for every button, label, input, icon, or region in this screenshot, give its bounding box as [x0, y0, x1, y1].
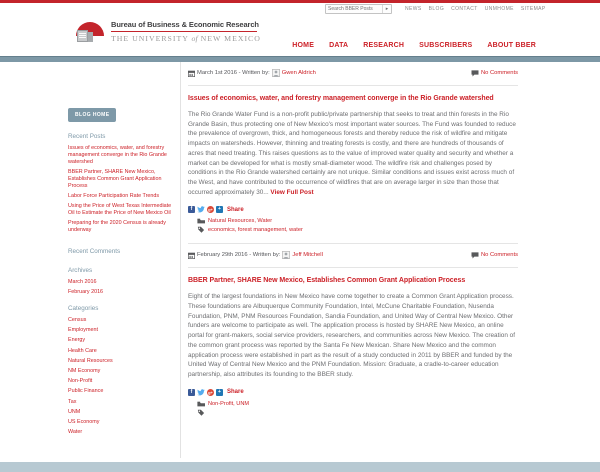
topnav-unmhome[interactable]: UNMHOME: [484, 6, 514, 12]
post-tags-row: [197, 226, 518, 233]
org-underline: [111, 31, 257, 32]
comments-link[interactable]: No Comments: [480, 252, 518, 259]
main-nav: [292, 42, 536, 49]
utility-bar: [325, 3, 546, 15]
share-plus-icon[interactable]: +: [216, 389, 223, 396]
topnav-sitemap[interactable]: SITEMAP: [520, 6, 546, 12]
site-logo[interactable]: [74, 20, 261, 46]
twitter-icon[interactable]: [197, 389, 205, 396]
post-tags-row: [197, 409, 518, 416]
post-meta-right: [471, 70, 518, 77]
post-meta-left: [188, 251, 323, 259]
topnav-blog[interactable]: BLOG: [428, 6, 445, 12]
recent-comments-heading: Recent Comments: [68, 248, 121, 255]
category-link[interactable]: Non-Profit: [68, 378, 93, 385]
category-link[interactable]: Tax: [68, 398, 77, 405]
nav-subscribers[interactable]: SUBSCRIBERS: [419, 42, 473, 49]
recent-post-link[interactable]: Using the Price of West Texas Intermediate Oil to Estimate the Price of New Mexico Oil: [68, 203, 172, 216]
category-link[interactable]: Health Care: [68, 347, 97, 354]
logo-wordmark: [111, 20, 261, 43]
recent-post-link[interactable]: Labor Force Participation Rate Trends: [68, 193, 160, 199]
content-divider: [180, 62, 181, 458]
post-separator: [188, 243, 518, 244]
recent-post-link[interactable]: Preparing for the 2020 Census is already underway: [68, 220, 166, 233]
calendar-icon: [188, 252, 195, 259]
category-link[interactable]: NM Economy: [68, 367, 101, 374]
search-submit-button[interactable]: ▸: [382, 5, 391, 13]
share-row: [188, 389, 518, 396]
university-wordmark: [111, 34, 261, 43]
blog-posts: [188, 62, 518, 416]
nav-data[interactable]: DATA: [329, 42, 349, 49]
blog-post: [188, 69, 518, 233]
bber-logo-icon: [74, 20, 106, 46]
blog-post: [188, 251, 518, 415]
category-link[interactable]: UNM: [68, 408, 81, 415]
comments-link[interactable]: No Comments: [480, 70, 518, 76]
university-of: of: [191, 34, 198, 43]
meta-divider: [188, 85, 518, 86]
post-tags-link[interactable]: economics, forest management, water: [208, 226, 303, 233]
category-link[interactable]: Employment: [68, 327, 98, 334]
logo-building-side-shape: [88, 32, 93, 42]
nav-about-bber[interactable]: ABOUT BBER: [487, 42, 536, 49]
categories-heading: Categories: [68, 305, 99, 312]
folder-icon: [197, 401, 205, 407]
post-date: February 29th 2016 - Written by:: [197, 252, 281, 259]
post-meta-right: [471, 252, 518, 259]
share-plus-icon[interactable]: +: [216, 206, 223, 213]
nav-home[interactable]: HOME: [292, 42, 315, 49]
post-body: [188, 292, 518, 379]
category-link[interactable]: Census: [68, 317, 87, 323]
post-date: March 1st 2016 - Written by:: [197, 70, 270, 76]
facebook-icon[interactable]: f: [188, 389, 195, 396]
tag-icon: [197, 226, 205, 233]
topnav-contact[interactable]: CONTACT: [451, 6, 478, 12]
category-link[interactable]: Natural Resources: [68, 357, 113, 364]
post-meta: [188, 69, 518, 77]
category-link[interactable]: Public Finance: [68, 388, 104, 395]
recent-post-link[interactable]: BBER Partner, SHARE New Mexico, Establishes Common Grant Application Process: [68, 169, 162, 189]
logo-windows-shape: [79, 33, 86, 38]
post-excerpt: Eight of the largest foundations in New Mexico have come together to create a Common Grant Application process. These foundations are Albuquerque Community Foundation, Intel, McCune Charitable Foundation, Nusenda Foundation, PNM, PNM Resources Foundation, Sandia Foundation, and United Way of Central New Mexico. Other funders are welcome to participate as well. The application process is hosted by SHARE New Mexico, an online portal for grant-makers, social service providers, researchers, and communities across New Mexico. The creation of the common grant process was reported by the Santa Fe New Mexican. Share New Mexico and the common application process were established in part as the result of a study conducted in 2011 by BBER and funded by the United Way of Central New Mexico and the PNM Foundation. Mission: Graduate, a cradle-to-career education partnership, also attributes its founding to the BBER study.: [188, 293, 515, 378]
post-categories-row: [197, 218, 518, 224]
post-meta-left: [188, 69, 316, 77]
share-link[interactable]: Share: [227, 206, 244, 213]
blog-home-button[interactable]: BLOG HOME: [68, 108, 116, 122]
search-input[interactable]: [326, 6, 382, 12]
post-categories-link[interactable]: Natural Resources, Water: [208, 218, 273, 225]
author-avatar-icon: [282, 251, 290, 259]
university-pre: THE UNIVERSITY: [111, 34, 189, 43]
folder-icon: [197, 218, 205, 224]
post-author-link[interactable]: Gwen Aldrich: [281, 70, 316, 76]
share-link[interactable]: Share: [227, 389, 244, 396]
google-plus-icon[interactable]: g+: [208, 389, 213, 395]
university-post: NEW MEXICO: [200, 34, 261, 43]
author-avatar-icon: [272, 69, 280, 77]
calendar-icon: [188, 70, 195, 77]
comment-icon: [471, 70, 479, 77]
google-plus-icon[interactable]: g+: [208, 207, 213, 213]
post-excerpt: The Rio Grande Water Fund is a non-profit public/private partnership that seeks to treat and thin forests in the Rio Grande Basin, thus protecting one of New Mexico's most important water sources. The Fund was founded to reduce the prevalence of overgrown, thick, and homogeneous forests and thereby reduce the risk of wildfire and mitigate impacts on watersheds. However, thinning and treating forests is costly, and there are hundreds of thousands of acres that need treating. This raises questions as to the value of improved water quality and security and whether a market can be developed for what is mostly small-diameter wood. The wildfire risk and challenges posed by conditions in the Rio Grande watershed certainly are not unique. Similar conditions and issues exist across much of the West, and have contributed to the occurrence of wildfires that are on average larger in size than those that occurred approximately 30...: [188, 111, 516, 196]
category-link[interactable]: Energy: [68, 337, 86, 344]
recent-posts-heading: Recent Posts: [68, 133, 106, 140]
org-name: Bureau of Business & Economic Research: [111, 20, 259, 29]
footer-bar: [0, 462, 600, 472]
post-body: [188, 110, 518, 197]
search-box: [325, 4, 392, 14]
post-title[interactable]: Issues of economics, water, and forestry management converge in the Rio Grande watershed: [188, 95, 494, 102]
category-link[interactable]: Water: [68, 429, 83, 436]
topnav-news[interactable]: NEWS: [405, 6, 422, 12]
archive-link[interactable]: March 2016: [68, 279, 97, 285]
meta-divider: [188, 267, 518, 268]
top-nav: [405, 6, 546, 12]
archive-link[interactable]: February 2016: [68, 289, 104, 295]
post-meta: [188, 251, 518, 259]
sidebar: [68, 103, 174, 436]
archives-heading: Archives: [68, 267, 93, 274]
comment-icon: [471, 252, 479, 259]
nav-research[interactable]: RESEARCH: [363, 42, 405, 49]
post-title[interactable]: BBER Partner, SHARE New Mexico, Establishes Common Grant Application Process: [188, 277, 466, 285]
tag-icon: [197, 409, 205, 416]
post-author-link[interactable]: Jeff Mitchell: [292, 252, 323, 259]
share-row: [188, 206, 518, 213]
twitter-icon[interactable]: [197, 206, 205, 213]
view-full-post-link[interactable]: View Full Post: [270, 188, 314, 196]
post-categories-row: [197, 401, 518, 407]
post-categories-link[interactable]: Non-Profit, UNM: [208, 400, 250, 407]
category-link[interactable]: US Economy: [68, 418, 100, 425]
facebook-icon[interactable]: f: [188, 206, 195, 213]
recent-post-link[interactable]: Issues of economics, water, and forestry management converge in the Rio Grande watershed: [68, 145, 167, 165]
